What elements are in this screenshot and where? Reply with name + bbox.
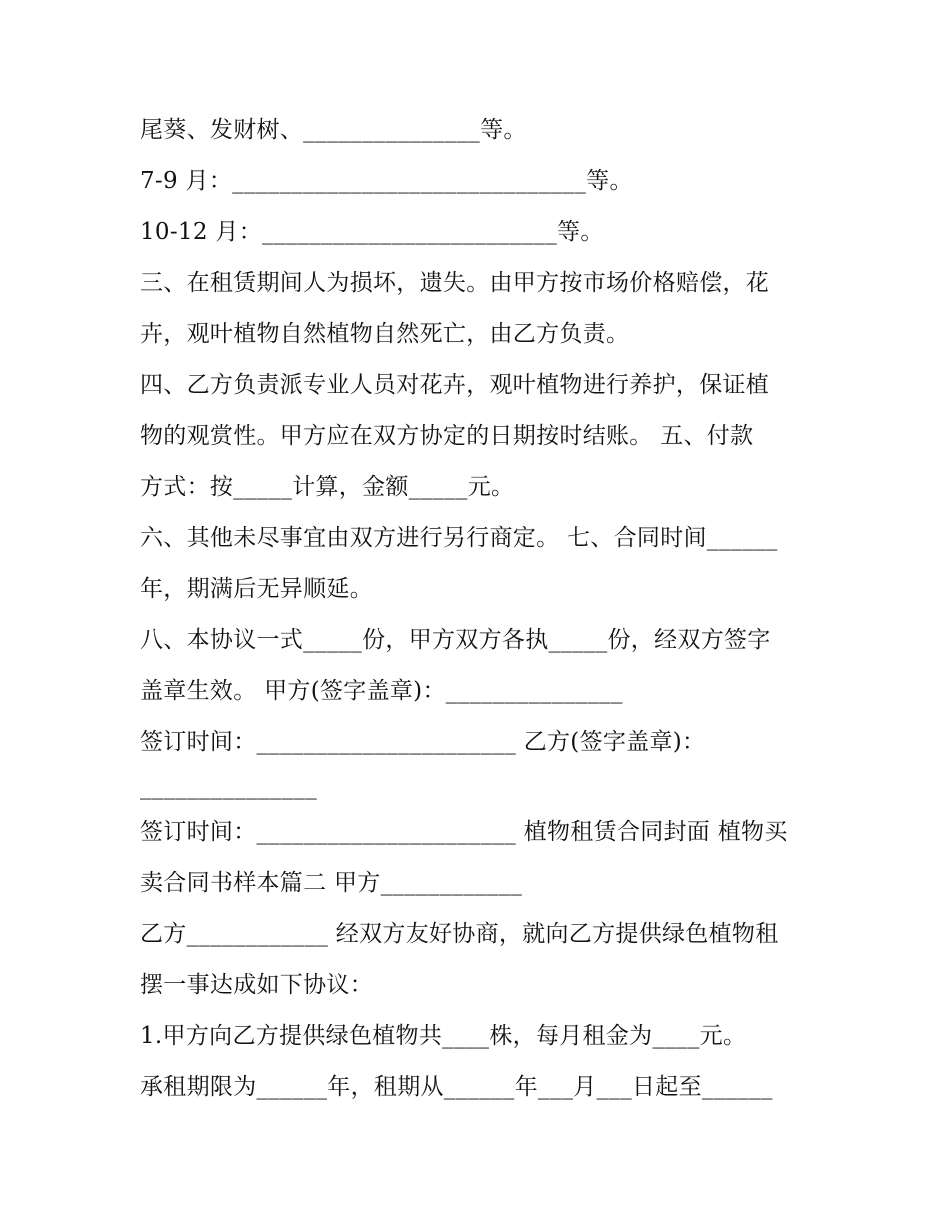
text-line: 签订时间：______________________ 植物租赁合同封面 植物买 (140, 819, 788, 845)
text-line: 三、在租赁期间人为损坏，遗失。由甲方按市场价格赔偿，花 (140, 270, 770, 296)
text-line: 摆一事达成如下协议： (140, 972, 373, 998)
text-line: 年，期满后无异顺延。 (140, 576, 373, 602)
text-line: 八、本协议一式_____份，甲方双方各执_____份，经双方签字 (140, 627, 771, 653)
text-line: 四、乙方负责派专业人员对花卉，观叶植物进行养护，保证植 (140, 372, 770, 398)
text-line: 盖章生效。 甲方(签字盖章)：_______________ (140, 678, 623, 704)
text-line: _______________ (140, 774, 317, 800)
text-line: 签订时间：______________________ 乙方(签字盖章)： (140, 729, 706, 755)
text-line: 六、其他未尽事宜由双方进行另行商定。 七、合同时间______ (140, 525, 778, 551)
text-line: 10-12 月：_________________________等。 (140, 219, 604, 245)
text-line: 方式：按_____计算，金额_____元。 (140, 474, 515, 500)
text-line: 卖合同书样本篇二 甲方____________ (140, 870, 523, 896)
text-line: 承租期限为______年，租期从______年___月___日起至______ (140, 1074, 773, 1100)
text-line: 物的观赏性。甲方应在双方协定的日期按时结账。 五、付款 (140, 423, 754, 449)
text-line: 卉，观叶植物自然植物自然死亡，由乙方负责。 (140, 321, 630, 347)
text-line: 7-9 月：______________________________等。 (140, 168, 633, 194)
text-line: 乙方____________ 经双方友好协商，就向乙方提供绿色植物租 (140, 921, 779, 947)
text-line: 1.甲方向乙方提供绿色植物共____株，每月租金为____元。 (140, 1023, 747, 1049)
text-line: 尾葵、发财树、_______________等。 (140, 117, 527, 143)
